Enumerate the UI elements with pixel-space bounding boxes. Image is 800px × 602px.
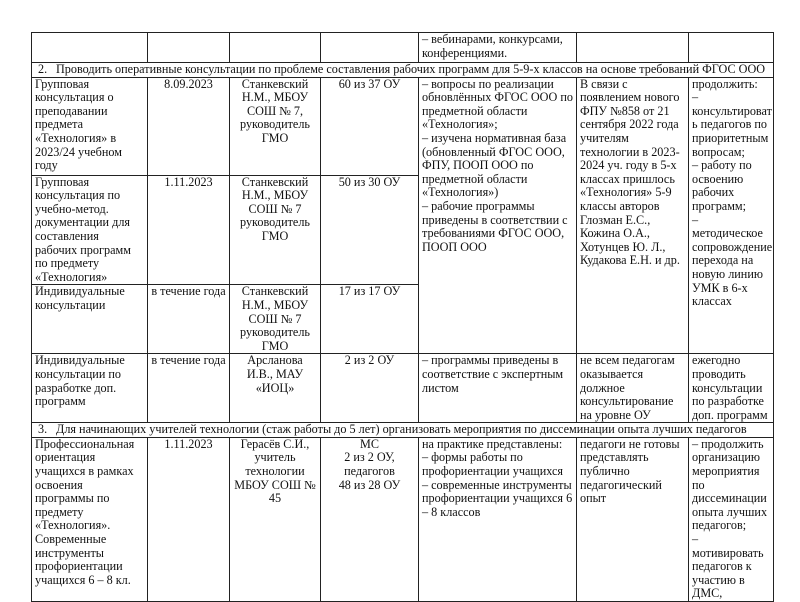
table-row [32,77,774,175]
date-cell: 1.11.2023 [148,175,230,285]
proposals-cell: – продолжить организацию мероприятия по диссеминации опыта лучших педагогов; – мотивировать педагогов к участию в ДМС, [689,437,774,601]
responsible-cell: Станкевский Н.М., МБОУ СОШ № 7, руководитель ГМО [230,77,321,175]
date-cell: в течение года [148,285,230,354]
section-title: Проводить оперативные консультации по проблеме составления рабочих программ для 5-9-х классов на основе требований ФГОС ООО [56,62,766,76]
event-cell: Групповая консультация о преподавании предмета «Технология» в 2023/24 учебном году [32,77,148,175]
date-cell: в течение года [148,354,230,423]
responsible-cell: Станкевский Н.М., МБОУ СОШ № 7 руководитель ГМО [230,175,321,285]
event-cell: Групповая консультация по учебно-метод. документации для составления рабочих программ по предмету «Технология» [32,175,148,285]
results-cell: – вебинарами, конкурсами, конференциями. [419,33,577,63]
date-cell: 8.09.2023 [148,77,230,175]
problems-cell: не всем педагогам оказывается должное консультирование на уровне ОУ [577,354,689,423]
event-cell: Индивидуальные консультации [32,285,148,354]
results-cell: – вопросы по реализации обновлённых ФГОС ООО по предметной области «Технология»; – изучена нормативная база (обновленный ФГОС ООО, ФПУ, ПООП ООО по предметной области «Технология») – рабочие программы приведены в соответствии с требованиями ФГОС ООО, ПООП ООО [419,77,577,354]
date-cell: 1.11.2023 [148,437,230,601]
proposals-cell: ежегодно проводить консультации по разработке доп. программ [689,354,774,423]
results-cell: на практике представлены: – формы работы по профориентации учащихся – современные инструменты профориентации учащихся 6 – 8 классов [419,437,577,601]
problems-cell: В связи с появлением нового ФПУ №858 от 21 сентября 2022 года учителям технологии в 2023-2024 уч. году в 5-х классах пришлось «Технология» 5-9 классы авторов Глозман Е.С., Кожина О.А., Хотунцев Ю. Л., Кудакова Е.Н. и др. [577,77,689,354]
event-cell: Индивидуальные консультации по разработке доп. программ [32,354,148,423]
section-header: 2. Проводить оперативные консультации по проблеме составления рабочих программ для 5-9-х классов на основе требований ФГОС ООО [32,63,774,78]
problems-cell: педагоги не готовы представлять публично педагогический опыт [577,437,689,601]
table-row [32,437,774,601]
responsible-cell: Герасёв С.И., учитель технологии МБОУ СОШ № 45 [230,437,321,601]
results-cell: – программы приведены в соответствие с экспертным листом [419,354,577,423]
section-title: Для начинающих учителей технологии (стаж работы до 5 лет) организовать мероприятия по диссеминации опыта лучших педагогов [56,422,747,437]
event-cell: Профессиональная ориентация учащихся в рамках освоения программы по предмету «Технология». Современные инструменты профориентации учащихся 6 – 8 кл. [32,437,148,601]
responsible-cell: Арсланова И.В., МАУ «ИОЦ» [230,354,321,423]
table-row [32,354,774,423]
participants-cell: 17 из 17 ОУ [321,285,419,354]
participants-cell: 60 из 37 ОУ [321,77,419,175]
proposals-cell: продолжить: – консультироват ь педагогов по приоритетным вопросам; – работу по освоению рабочих программ; – методическое сопровождение перехода на новую линию УМК в 6-х классах [689,77,774,354]
report-table [31,32,774,602]
table-row [32,33,774,63]
section-header: 3. Для начинающих учителей технологии (стаж работы до 5 лет) организовать мероприятия по диссеминации опыта лучших педагогов [32,423,774,438]
participants-cell: МС 2 из 2 ОУ, педагогов 48 из 28 ОУ [321,437,419,601]
responsible-cell: Станкевский Н.М., МБОУ СОШ № 7 руководитель ГМО [230,285,321,354]
participants-cell: 2 из 2 ОУ [321,354,419,423]
participants-cell: 50 из 30 ОУ [321,175,419,285]
